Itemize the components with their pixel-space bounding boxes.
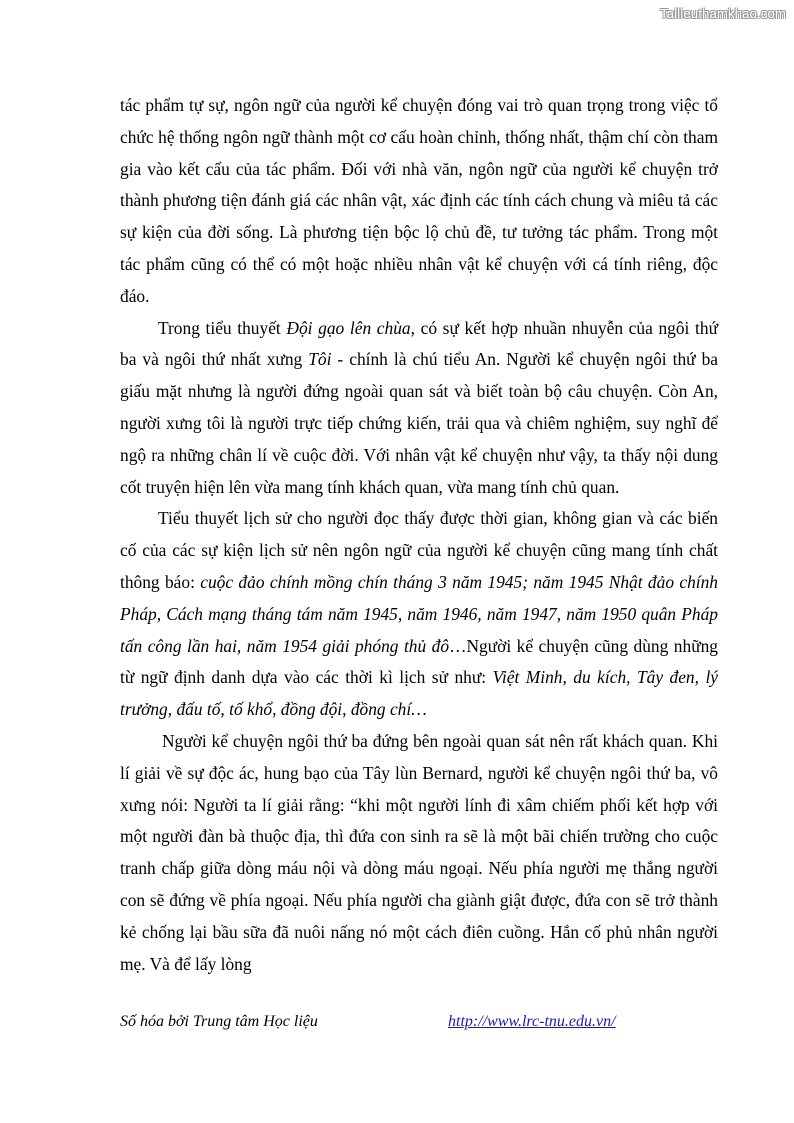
page-body: [120, 90, 718, 980]
paragraph-3-text-2: …Người kể chuyện cũng dùng những từ ngữ định danh dựa vào các thời kì lịch sử như:: [120, 635, 719, 688]
footer-link[interactable]: http://www.lrc-tnu.edu.vn/: [448, 1013, 616, 1030]
paragraph-1: tác phẩm tự sự, ngôn ngữ của người kể chuyện đóng vai trò quan trọng trong việc tổ chức hệ thống ngôn ngữ thành một cơ cấu hoàn chỉnh, thống nhất, thậm chí còn tham gia vào kết cấu của tác phẩm. Đối với nhà văn, ngôn ngữ của người kể chuyện trở thành phương tiện đánh giá các nhân vật, xác định các tính cách chung và miêu tả các sự kiện của đời sống. Là phương tiện bộc lộ chủ đề, tư tưởng tác phẩm. Trong một tác phẩm cũng có thể có một hoặc nhiều nhân vật kể chuyện với cá tính riêng, độc đáo.: [120, 95, 718, 306]
paragraph-2-text-3: - chính là chú tiểu An. Người kể chuyện ngôi thứ ba giấu mặt nhưng là người đứng ngoài quan sát và biết toàn bộ câu chuyện. Còn An, người xưng tôi là người trực tiếp chứng kiến, trải qua và chiêm nghiệm, suy nghĩ để ngộ ra những chân lí về cuộc đời. Với nhân vật kể chuyện như vậy, ta thấy nội dung cốt truyện hiện lên vừa mang tính khách quan, vừa mang tính chủ quan.: [120, 349, 718, 497]
paragraph-3-text-1: Tiểu thuyết lịch sử cho người đọc thấy được thời gian, không gian và các biến cố của các sự kiện lịch sử nên ngôn ngữ của người kể chuyện cũng mang tính chất thông báo:: [120, 508, 718, 592]
paragraph-2: [120, 313, 718, 504]
novel-title: Đội gạo lên chùa: [286, 317, 411, 338]
paragraph-4: Người kể chuyện ngôi thứ ba đứng bên ngoài quan sát nên rất khách quan. Khi lí giải về sự độc ác, hung bạo của Tây lùn Bernard, người kể chuyện ngôi thứ ba, vô xưng nói: Người ta lí giải rằng: “khi một người lính đi xâm chiếm phối kết hợp với một người đàn bà thuộc địa, thì đứa con sinh ra sẽ là một bãi chiến trường cho cuộc tranh chấp giữa dòng máu nội và dòng máu ngoại. Nếu phía người mẹ thắng người con sẽ đứng về phía ngoại. Nếu phía người cha giành giật được, đứa con sẽ trở thành kẻ chống lại bầu sữa đã nuôi nấng nó một cách điên cuồng. Hắn cố phủ nhân người mẹ. Và để lấy lòng: [120, 730, 718, 974]
footer-credit: Số hóa bởi Trung tâm Học liệu: [120, 1013, 318, 1030]
paragraph-3: [120, 503, 718, 726]
historical-terms-list: Việt Minh, du kích, Tây đen, lý trưởng, đấu tố, tố khổ, đồng đội, đồng chí…: [120, 667, 719, 720]
paragraph-2-text-1: Trong tiểu thuyết: [158, 317, 287, 338]
historical-events-list: cuộc đảo chính mồng chín tháng 3 năm 1945; năm 1945 Nhật đảo chính Pháp, Cách mạng tháng tám năm 1945, năm 1946, năm 1947, năm 1950 quân Pháp tấn công lần hai, năm 1954 giải phóng thủ đô: [120, 571, 718, 656]
watermark: Tailieuthamkhao.com: [660, 6, 786, 21]
paragraph-2-text-2: , có sự kết hợp nhuần nhuyễn của ngôi thứ ba và ngôi thứ nhất xưng: [120, 317, 718, 370]
pronoun-toi: Tôi: [308, 349, 332, 370]
